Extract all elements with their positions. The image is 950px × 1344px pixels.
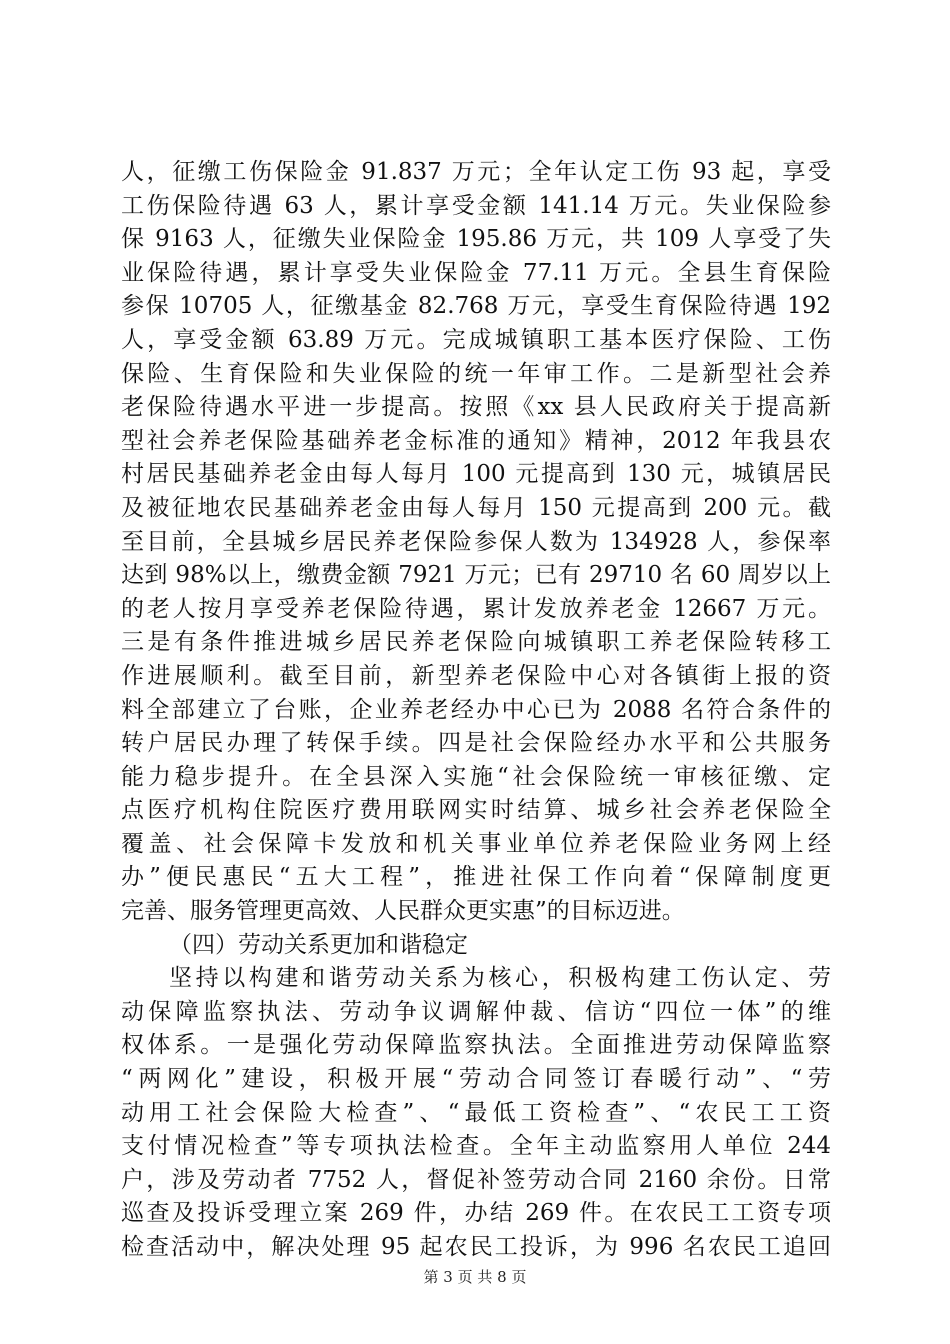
text-line: 能力稳步提升。在全县深入实施“社会保险统一审核征缴、定 xyxy=(121,763,831,790)
text-line: 动用工社会保险大检查”、“最低工资检查”、“农民工工资 xyxy=(121,1099,831,1126)
text-line: 的老人按月享受养老保险待遇，累计发放养老金 12667 万元。 xyxy=(121,595,831,622)
text-line: 村居民基础养老金由每人每月 100 元提高到 130 元，城镇居民 xyxy=(121,461,831,488)
text-line: 老保险待遇水平进一步提高。按照《xx 县人民政府关于提高新 xyxy=(121,394,831,421)
text-line: 业保险待遇，累计享受失业保险金 77.11 万元。全县生育保险 xyxy=(121,259,831,286)
text-line: 料全部建立了台账，企业养老经办中心已为 2088 名符合条件的 xyxy=(121,696,831,723)
text-line: 及被征地农民基础养老金由每人每月 150 元提高到 200 元。截 xyxy=(121,494,831,521)
text-line: 型社会养老保险基础养老金标准的通知》精神，2012 年我县农 xyxy=(121,427,831,454)
text-line: 覆盖、社会保障卡发放和机关事业单位养老保险业务网上经 xyxy=(121,830,831,857)
text-line: 人，享受金额 63.89 万元。完成城镇职工基本医疗保险、工伤 xyxy=(121,326,831,353)
text-line: 检查活动中，解决处理 95 起农民工投诉，为 996 名农民工追回 xyxy=(121,1234,831,1260)
text-line: 工伤保险待遇 63 人，累计享受金额 141.14 万元。失业保险参 xyxy=(121,192,831,219)
text-line: 至目前，全县城乡居民养老保险参保人数为 134928 人，参保率 xyxy=(121,528,831,555)
text-line: 作进展顺利。截至目前，新型养老保险中心对各镇街上报的资 xyxy=(121,662,831,689)
text-line: 保险、生育保险和失业保险的统一年审工作。二是新型社会养 xyxy=(121,360,831,387)
text-line: 达到 98%以上，缴费金额 7921 万元；已有 29710 名 60 周岁以上 xyxy=(121,562,831,589)
text-line: 三是有条件推进城乡居民养老保险向城镇职工养老保险转移工 xyxy=(121,629,831,656)
text-line: 转户居民办理了转保手续。四是社会保险经办水平和公共服务 xyxy=(121,730,831,757)
text-line: 动保障监察执法、劳动争议调解仲裁、信访“四位一体”的维 xyxy=(121,998,831,1025)
document-body xyxy=(121,156,831,1265)
page-footer: 第 3 页 共 8 页 xyxy=(423,1268,527,1286)
text-line: 巡查及投诉受理立案 269 件，办结 269 件。在农民工工资专项 xyxy=(121,1200,831,1227)
text-line: “两网化”建设，积极开展“劳动合同签订春暖行动”、“劳 xyxy=(121,1066,831,1093)
text-line: 权体系。一是强化劳动保障监察执法。全面推进劳动保障监察 xyxy=(121,1032,831,1059)
text-line: 支付情况检查”等专项执法检查。全年主动监察用人单位 244 xyxy=(121,1133,831,1160)
text-line: 保 9163 人，征缴失业保险金 195.86 万元，共 109 人享受了失 xyxy=(121,226,831,253)
text-line: 户，涉及劳动者 7752 人，督促补签劳动合同 2160 余份。日常 xyxy=(121,1166,831,1193)
text-line: 点医疗机构住院医疗费用联网实时结算、城乡社会养老保险全 xyxy=(121,797,831,824)
text-line: 坚持以构建和谐劳动关系为核心，积极构建工伤认定、劳 xyxy=(169,965,831,992)
text-line: 完善、服务管理更高效、人民群众更实惠”的目标迈进。 xyxy=(121,898,685,925)
section-heading: （四）劳动关系更加和谐稳定 xyxy=(169,931,468,958)
text-line: 人，征缴工伤保险金 91.837 万元；全年认定工伤 93 起，享受 xyxy=(121,159,831,185)
text-line: 办”便民惠民“五大工程”，推进社保工作向着“保障制度更 xyxy=(121,864,831,891)
text-line: 参保 10705 人，征缴基金 82.768 万元，享受生育保险待遇 192 xyxy=(121,293,831,320)
